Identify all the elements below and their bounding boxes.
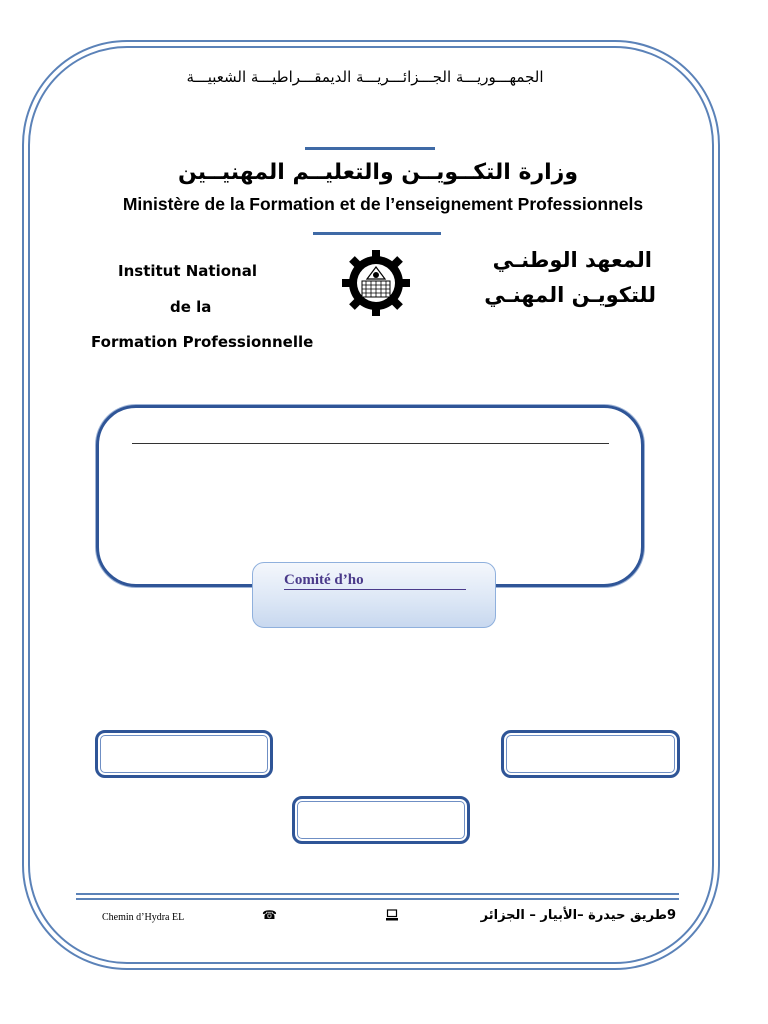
- footer-rule-bottom: [76, 898, 679, 900]
- institute-fr-line2: de la: [170, 298, 212, 316]
- ministry-title-ar: وزارة التكــويــن والتعليــم المهنيــين: [178, 160, 578, 185]
- header-rule-bottom: [313, 232, 441, 235]
- footer-address-ar: 9طريق حيدرة –الأبيار – الجزائر: [480, 908, 676, 923]
- info-box-center: [292, 796, 470, 844]
- comite-underline: [284, 589, 466, 590]
- footer-address-fr: Chemin d’Hydra EL: [102, 912, 185, 923]
- header-rule-top: [305, 147, 435, 150]
- institute-fr-line3: Formation Professionnelle: [91, 333, 314, 351]
- institute-ar-line2: للتكويـن المهنـي: [484, 283, 656, 307]
- computer-icon: [386, 909, 398, 921]
- title-underline: [132, 443, 609, 444]
- institute-fr-line1: Institut National: [118, 262, 257, 280]
- ministry-title-fr: Ministère de la Formation et de l’enseignement Professionnels: [122, 194, 644, 214]
- info-box-left: [95, 730, 273, 778]
- comite-label: Comité d’ho: [284, 572, 364, 588]
- republic-header-ar: الجمهـــوريـــة الجـــزائـــريـــة الديمقـــراطيـــة الشعبيـــة: [186, 68, 544, 86]
- phone-icon: ☎: [262, 908, 277, 922]
- footer-rule-top: [76, 893, 679, 895]
- institute-ar-line1: المعهد الوطنـي: [492, 248, 652, 272]
- info-box-right: [501, 730, 680, 778]
- institute-logo-icon: [336, 250, 416, 316]
- document-title-box: [96, 405, 644, 587]
